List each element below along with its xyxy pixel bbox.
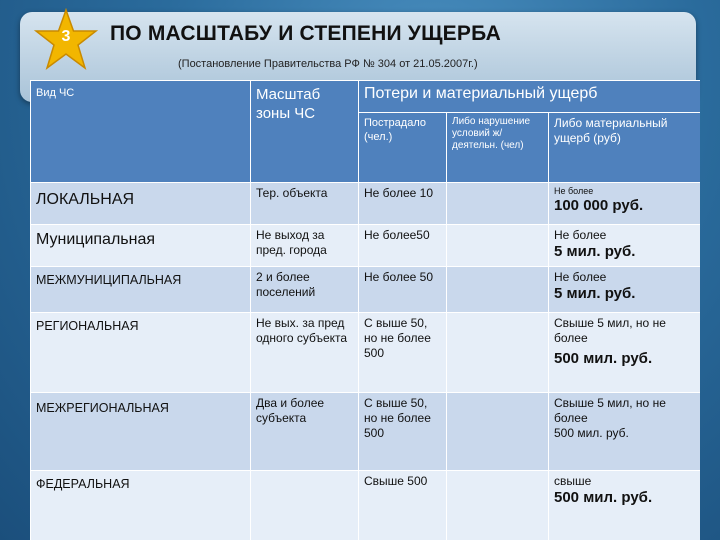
row-zone: Не вых. за пред одного субъекта xyxy=(251,313,359,393)
row-damage-prefix: Не более xyxy=(554,186,594,196)
row-victims: С выше 50, но не более 500 xyxy=(359,393,447,471)
row-damage-amount: 500 мил. руб. xyxy=(554,426,629,440)
row-narushenie xyxy=(447,471,549,540)
row-damage-amount: 100 000 руб. xyxy=(554,197,644,214)
row-victims: Не более 10 xyxy=(359,183,447,225)
row-victims: Не более 50 xyxy=(359,267,447,313)
row-damage-amount: 5 мил. руб. xyxy=(554,243,636,260)
row-zone: Не выход за пред. города xyxy=(251,225,359,267)
row-narushenie xyxy=(447,393,549,471)
row-name: МЕЖРЕГИОНАЛЬНАЯ xyxy=(31,393,251,471)
row-damage xyxy=(549,225,701,267)
row-damage xyxy=(549,471,701,540)
row-name: ФЕДЕРАЛЬНАЯ xyxy=(31,471,251,540)
row-damage xyxy=(549,267,701,313)
row-damage xyxy=(549,183,701,225)
row-damage-prefix: свыше xyxy=(554,474,592,488)
row-zone: Тер. объекта xyxy=(251,183,359,225)
page-title: ПО МАСШТАБУ И СТЕПЕНИ УЩЕРБА xyxy=(110,22,501,45)
table-header-row xyxy=(31,81,701,113)
row-victims: Свыше 500 xyxy=(359,471,447,540)
row-damage-prefix: Свыше 5 мил, но не более xyxy=(554,316,666,345)
header-poteri: Потери и материальный ущерб xyxy=(359,81,701,113)
header-narushenie: Либо нарушение условий ж/деятельн. (чел) xyxy=(447,113,549,183)
row-damage-amount: 500 мил. руб. xyxy=(554,489,653,506)
row-name: Муниципальная xyxy=(31,225,251,267)
row-damage-prefix: Не более xyxy=(554,270,607,284)
table-row xyxy=(31,393,701,471)
row-damage-prefix: Свыше 5 мил, но не более xyxy=(554,396,666,425)
row-zone: 2 и более поселений xyxy=(251,267,359,313)
header-masshtab: Масштаб зоны ЧС xyxy=(251,81,359,183)
table-row xyxy=(31,225,701,267)
slide-number-badge: 3 xyxy=(61,28,71,45)
row-narushenie xyxy=(447,225,549,267)
header-postradalo: Пострадало (чел.) xyxy=(359,113,447,183)
row-name: МЕЖМУНИЦИПАЛЬНАЯ xyxy=(31,267,251,313)
classification-table xyxy=(30,80,700,540)
row-damage xyxy=(549,393,701,471)
row-damage-prefix: Не более xyxy=(554,228,607,242)
table-row xyxy=(31,471,701,540)
row-victims: С выше 50, но не более 500 xyxy=(359,313,447,393)
classification-table-wrapper xyxy=(30,80,700,540)
row-name: РЕГИОНАЛЬНАЯ xyxy=(31,313,251,393)
row-narushenie xyxy=(447,183,549,225)
row-zone xyxy=(251,471,359,540)
row-narushenie xyxy=(447,267,549,313)
table-row xyxy=(31,267,701,313)
row-victims: Не более50 xyxy=(359,225,447,267)
header-ushcherb: Либо материальный ущерб (руб) xyxy=(549,113,701,183)
page-subtitle: (Постановление Правительства РФ № 304 от 21.05.2007г.) xyxy=(178,58,478,70)
table-row xyxy=(31,183,701,225)
row-zone: Два и более субъекта xyxy=(251,393,359,471)
table-row xyxy=(31,313,701,393)
row-damage xyxy=(549,313,701,393)
row-damage-amount: 500 мил. руб. xyxy=(554,350,653,367)
row-damage-amount: 5 мил. руб. xyxy=(554,285,636,302)
row-narushenie xyxy=(447,313,549,393)
row-name: ЛОКАЛЬНАЯ xyxy=(31,183,251,225)
header-vid-chs: Вид ЧС xyxy=(31,81,251,183)
